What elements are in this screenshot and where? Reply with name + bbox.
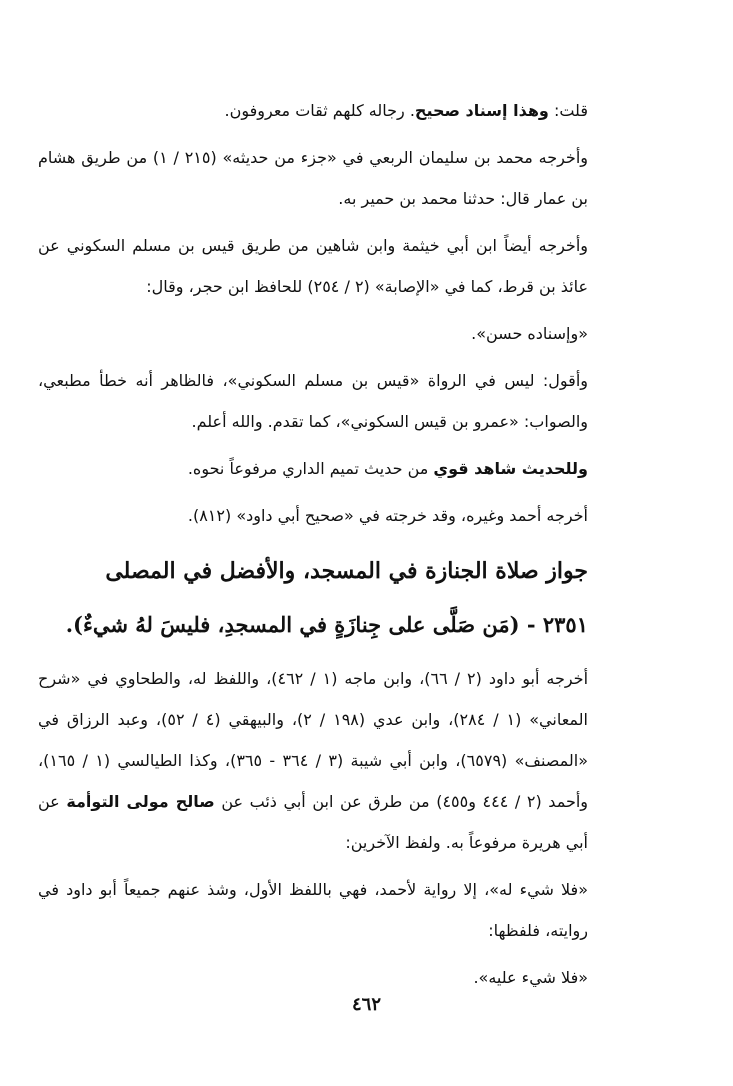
paragraph-comment bbox=[38, 90, 588, 131]
paragraph-ibn-abi-khaythama: وأخرجه أيضاً ابن أبي خيثمة وابن شاهين من طريق قيس بن مسلم السكوني عن عائذ بن قرط، كما في «الإصابة» (٢ / ٢٥٤) للحافظ ابن حجر، وقال: bbox=[38, 236, 588, 296]
comment-suffix: . رجاله كلهم ثقات معروفون. bbox=[224, 101, 415, 120]
paragraph-author-correction: وأقول: ليس في الرواة «قيس بن مسلم السكوني»، فالظاهر أنه خطأ مطبعي، والصواب: «عمرو بن قيس السكوني»، كما تقدم. والله أعلم. bbox=[38, 371, 588, 431]
paragraph-abu-dawud-wording: «فلا شيء عليه». bbox=[473, 968, 588, 987]
takhrij-suffix: عن أبي هريرة مرفوعاً به. ولفظ الآخرين: bbox=[38, 792, 588, 852]
paragraph-shahid bbox=[38, 448, 588, 489]
shahid-bold: وللحديث شاهد قوي bbox=[433, 459, 588, 478]
hadith-text: ٢٣٥١ - (مَن صَلَّى على جِنازَةٍ في المسجدِ، فليسَ لهُ شيءٌ). bbox=[65, 612, 588, 637]
shahid-suffix: من حديث تميم الداري مرفوعاً نحوه. bbox=[187, 459, 434, 478]
page-number: ٤٦٢ bbox=[351, 994, 381, 1015]
paragraph-ahmad-takhrij: أخرجه أحمد وغيره، وقد خرجته في «صحيح أبي داود» (٨١٢). bbox=[187, 506, 588, 525]
paragraph-rabai-takhrij: وأخرجه محمد بن سليمان الربعي في «جزء من حديثه» (٢١٥ / ١) من طريق هشام بن عمار قال: حدثنا محمد بن حمير به. bbox=[38, 148, 588, 208]
comment-prefix: قلت: bbox=[548, 101, 588, 120]
takhrij-prefix: أخرجه أبو داود (٢ / ٦٦)، وابن ماجه (١ / ٤٦٢)، واللفظ له، والطحاوي في «شرح المعاني» (١ / ٢٨٤)، وابن عدي (١٩٨ / ٢)، والبيهقي (٤ / ٥٢)، وعبد الرزاق في «المصنف» (٦٥٧٩)، وابن أبي شيبة (٣ / ٣٦٤ - ٣٦٥)، وكذا الطيالسي (١ / ١٦٥)، وأحمد (٢ / ٤٤٤ و٤٥٥) من طرق عن ابن أبي ذئب عن bbox=[38, 669, 589, 811]
section-heading: جواز صلاة الجنازة في المسجد، والأفضل في المصلى bbox=[105, 558, 588, 584]
paragraph-isnad-hasan-quote: «وإسناده حسن». bbox=[471, 324, 588, 343]
paragraph-abu-dawud-takhrij bbox=[38, 658, 588, 863]
sahih-isnad-bold: وهذا إسناد صحيح bbox=[414, 101, 549, 120]
page-body bbox=[38, 90, 588, 1004]
salih-mawla-bold: صالح مولى التوأمة bbox=[66, 792, 215, 811]
paragraph-wording-variant: «فلا شيء له»، إلا رواية لأحمد، فهي باللفظ الأول، وشذ عنهم جميعاً أبو داود في روايته، فلفظها: bbox=[38, 880, 588, 940]
